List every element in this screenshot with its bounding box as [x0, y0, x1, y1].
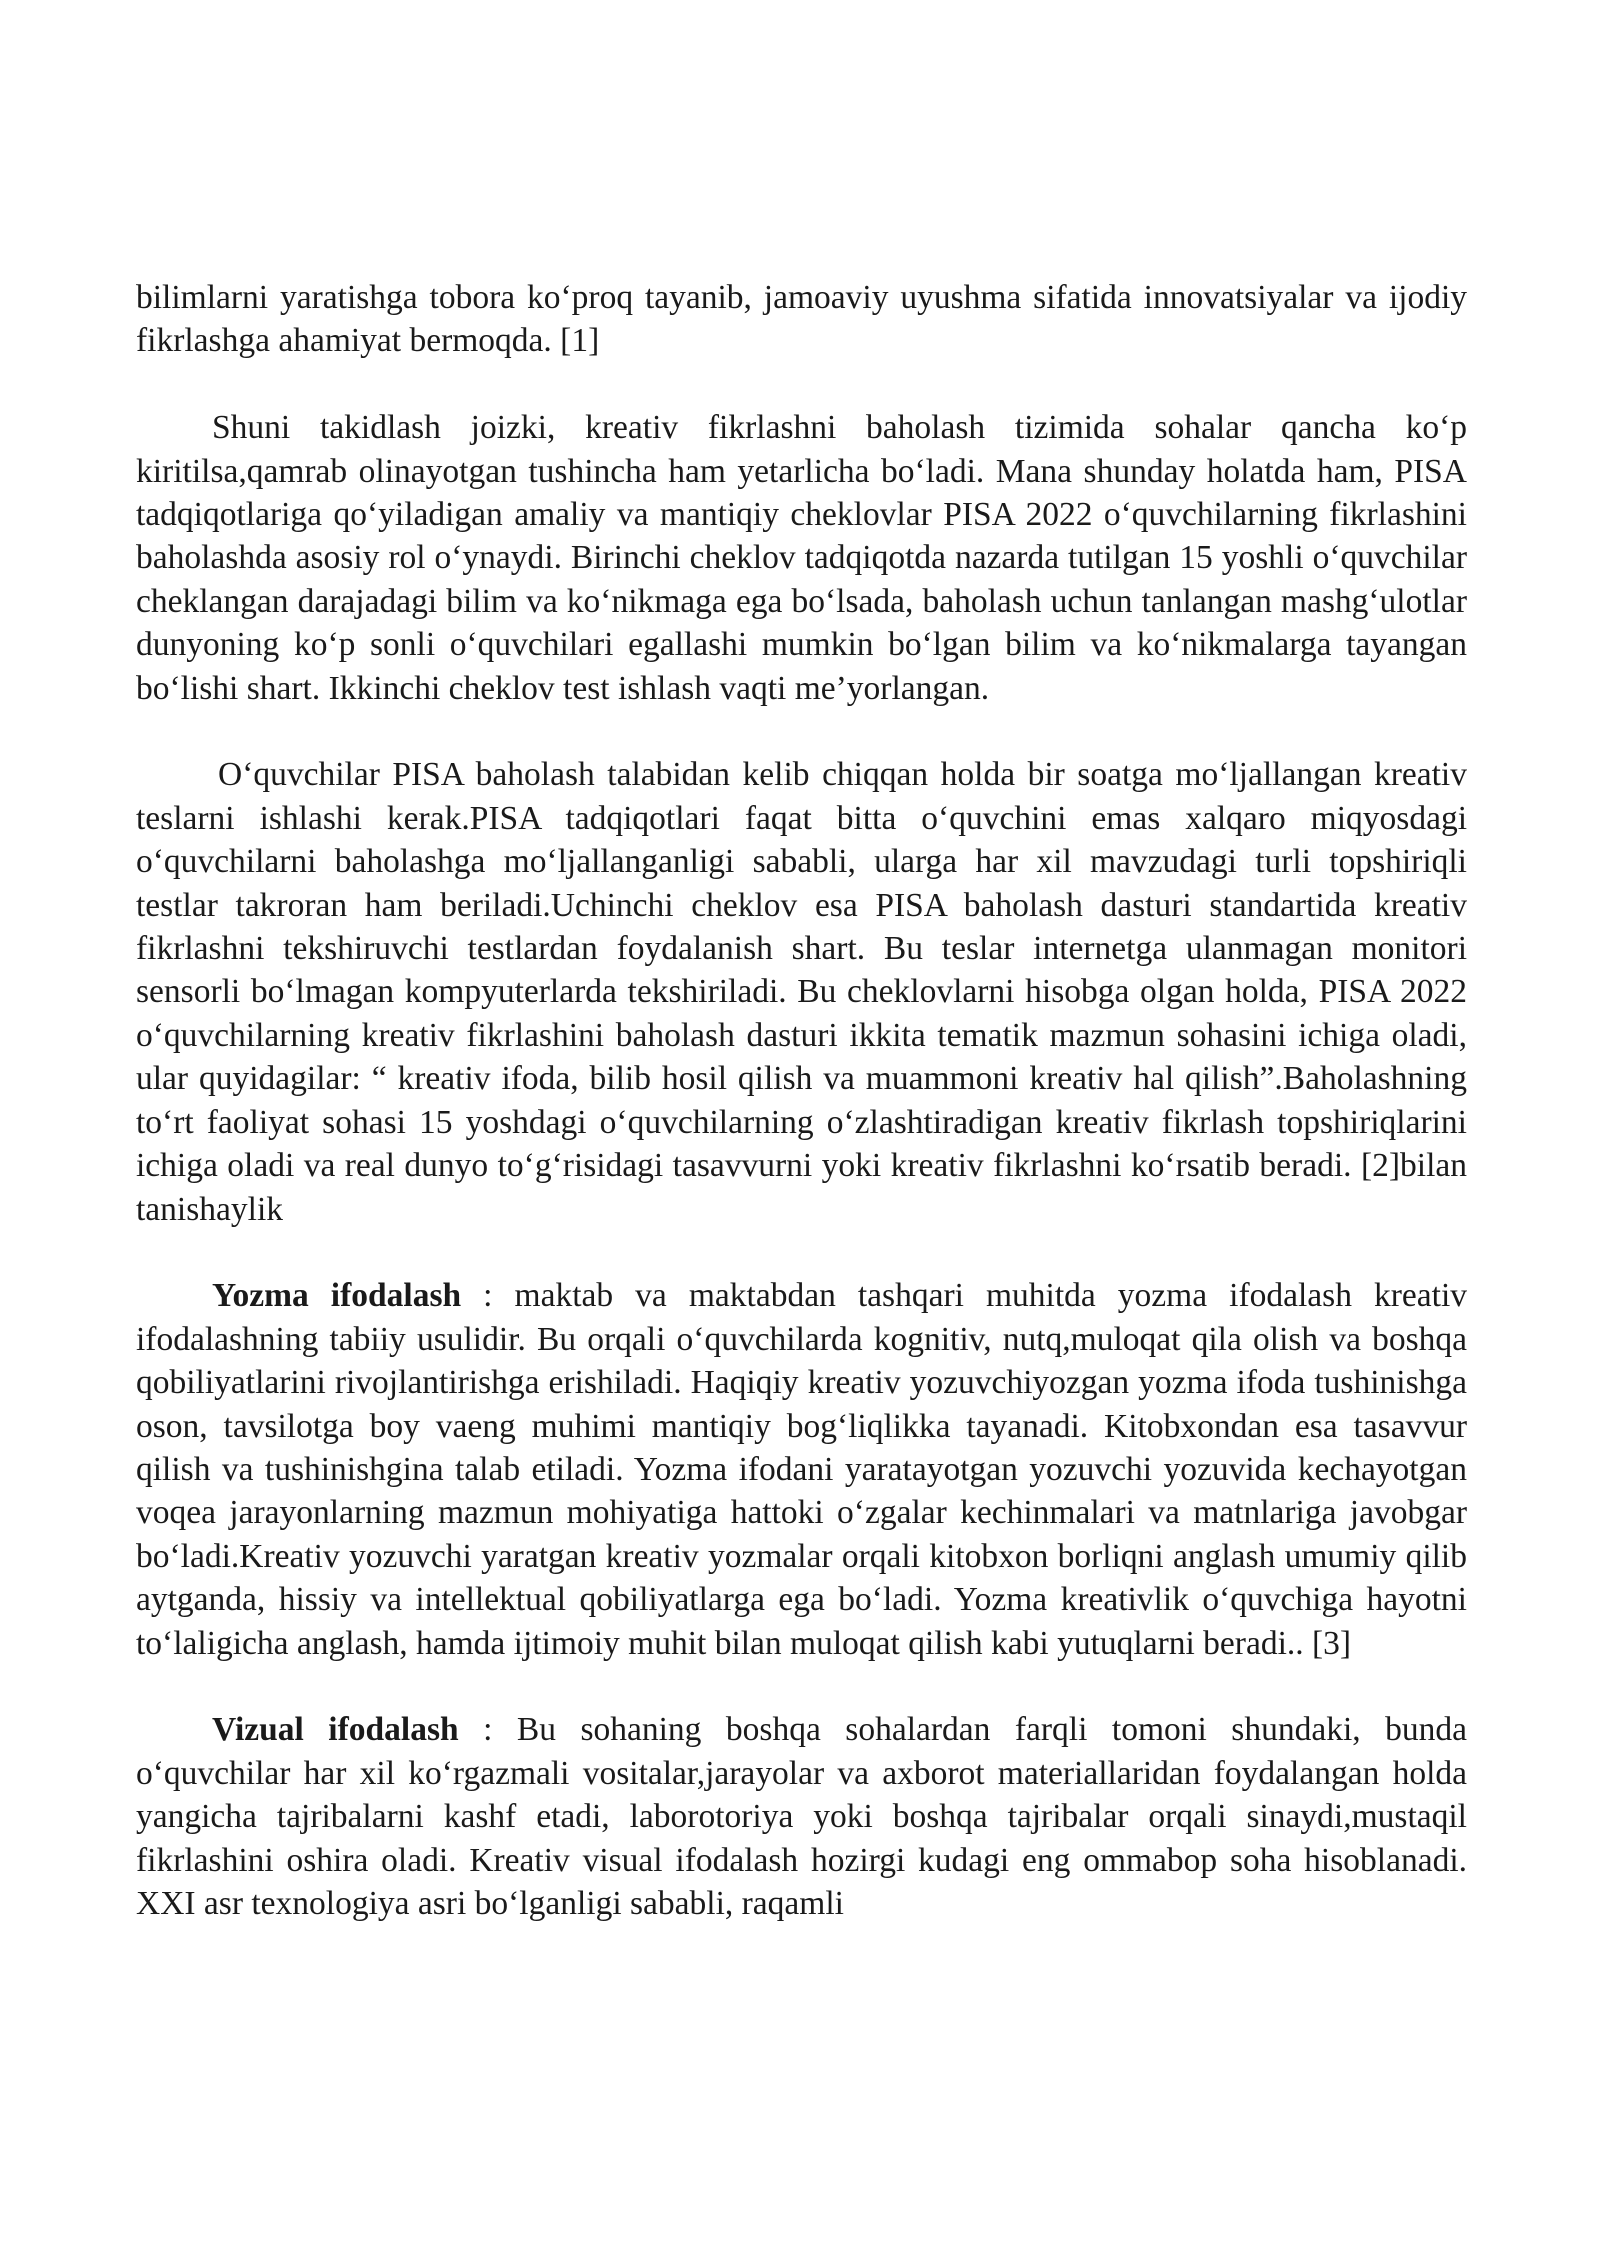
- paragraph-continuation: [136, 276, 1467, 363]
- paragraph-text: O‘quvchilar PISA baholash talabidan kelib chiqqan holda bir soatga mo‘ljallangan kreativ teslarni ishlashi kerak.PISA tadqiqotlari faqat bitta o‘quvchini emas xalqaro miqyosdagi o‘quvchilarni baholashga mo‘ljallanganligi sababli, ularga har xil mavzudagi turli topshiriqli testlar takroran ham beriladi.Uchinchi cheklov esa PISA baholash dasturi standartida kreativ fikrlashni tekshiruvchi testlardan foydalanish shart. Bu teslar internetga ulanmagan monitori sensorli bo‘lmagan kompyuterlarda tekshiriladi. Bu cheklovlarni hisobga olgan holda, PISA 2022 o‘quvchilarning kreativ fikrlashini baholash dasturi ikkita tematik mazmun sohasini ichiga oladi, ular quyidagilar: “ kreativ ifoda, bilib hosil qilish va muammoni kreativ hal qilish”.Baholashning to‘rt faoliyat sohasi 15 yoshdagi o‘quvchilarning o‘zlashtiradigan kreativ fikrlash topshiriqlarini ichiga oladi va real dunyo to‘g‘risidagi tasavvurni yoki kreativ fikrlashni ko‘rsatib beradi. [2]bilan tanishaylik: [136, 756, 1467, 1228]
- paragraph-text: Shuni takidlash joizki, kreativ fikrlashni baholash tizimida sohalar qancha ko‘p kiritilsa,qamrab olinayotgan tushincha ham yetarlicha bo‘ladi. Mana shunday holatda ham, PISA tadqiqotlariga qo‘yiladigan amaliy va mantiqiy cheklovlar PISA 2022 o‘quvchilarning fikrlashini baholashda asosiy rol o‘ynaydi. Birinchi cheklov tadqiqotda nazarda tutilgan 15 yoshli o‘quvchilar cheklangan darajadagi bilim va ko‘nikmaga ega bo‘lsada, baholash uchun tanlangan mashg‘ulotlar dunyoning ko‘p sonli o‘quvchilari egallashi mumkin bo‘lgan bilim va ko‘nikmalarga tayangan bo‘lishi shart. Ikkinchi cheklov test ishlash vaqti me’yorlangan.: [136, 409, 1467, 707]
- term-heading: Yozma ifodalash: [212, 1277, 462, 1315]
- paragraph-pisa-assessment: [136, 753, 1467, 1230]
- paragraph-visual-expression: [136, 1708, 1467, 1925]
- paragraph-written-expression: [136, 1274, 1467, 1665]
- paragraph-text: : Bu sohaning boshqa sohalardan farqli tomoni shundaki, bunda o‘quvchilar har xil ko‘rgazmali vositalar,jarayolar va axborot materiallaridan foydalangan holda yangicha tajribalarni kashf etadi, laborotoriya yoki boshqa tajribalar orqali sinaydi,mustaqil fikrlashini oshira oladi. Kreativ visual ifodalash hozirgi kudagi eng ommabop soha hisoblanadi. XXI asr texnologiya asri bo‘lganligi sababli, raqamli: [136, 1711, 1467, 1922]
- paragraph-pisa-constraints: [136, 406, 1467, 710]
- term-heading: Vizual ifodalash: [212, 1711, 459, 1749]
- paragraph-text: : maktab va maktabdan tashqari muhitda yozma ifodalash kreativ ifodalashning tabiiy usulidir. Bu orqali o‘quvchilarda kognitiv, nutq,muloqat qila olish va boshqa qobiliyatlarini rivojlantirishga erishiladi. Haqiqiy kreativ yozuvchiyozgan yozma ifoda tushinishga oson, tavsilotga boy vaeng muhimi mantiqiy bog‘liqlikka tayanadi. Kitobxondan esa tasavvur qilish va tushinishgina talab etiladi. Yozma ifodani yaratayotgan yozuvchi yozuvida kechayotgan voqea jarayonlarning mazmun mohiyatiga hattoki o‘zgalar kechinmalari va matnlariga javobgar bo‘ladi.Kreativ yozuvchi yaratgan kreativ yozmalar orqali kitobxon borliqni anglash umumiy qilib aytganda, hissiy va intellektual qobiliyatlarga ega bo‘ladi. Yozma kreativlik o‘quvchiga hayotni to‘laligicha anglash, hamda ijtimoiy muhit bilan muloqat qilish kabi yutuqlarni beradi.. [3]: [136, 1277, 1467, 1662]
- paragraph-text: bilimlarni yaratishga tobora ko‘proq tayanib, jamoaviy uyushma sifatida innovatsiyalar va ijodiy fikrlashga ahamiyat bermoqda. [1]: [136, 279, 1467, 360]
- document-page: [136, 276, 1467, 1925]
